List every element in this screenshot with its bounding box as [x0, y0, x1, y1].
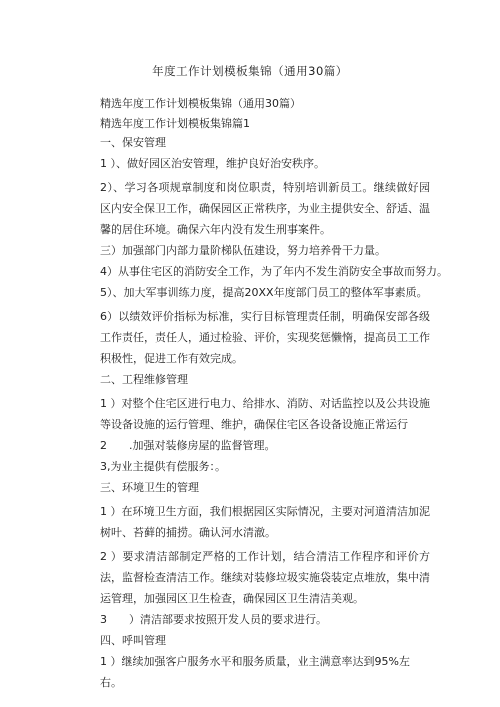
heading-call-management: 四、呼叫管理	[100, 634, 166, 647]
item-number: 3	[100, 613, 107, 626]
paragraph: 三）加强部门内部力量阶梯队伍建设，努力培养骨干力量。	[100, 244, 386, 257]
paragraph: 1 ）继续加强客户服务水平和服务质量，业主满意率达到95%左	[100, 655, 410, 668]
paragraph	[100, 612, 430, 628]
heading-security: 一、保安管理	[100, 136, 166, 149]
paragraph: 6）以绩效评价指标为标准，实行目标管理责任制，明确保安部各级工作责任，责任人，通过检验、评价，实现奖惩懒惰，提高员工工作积极性，促进工作有效完成。	[100, 310, 430, 365]
document-subtitle: 精选年度工作计划模板集锦（通用30篇）	[100, 97, 301, 110]
paragraph: 2）、学习各项规章制度和岗位职责，特别培训新员工。继续做好园区内安全保卫工作，确保园区正常秩序，为业主提供安全、舒适、温馨的居住环境。确保六年内没有发生刑事案件。	[100, 181, 430, 236]
item-text: ）清洁部要求按照开发人员的要求进行。	[129, 613, 327, 626]
paragraph: 3,为业主提供有偿服务：。	[100, 460, 226, 473]
item-text: .加强对装修房屋的监督管理。	[129, 439, 276, 452]
paragraph: 1 ）在环境卫生方面，我们根据园区实际情况，主要对河道清洁加泥树叶、苔藓的捕捞。确认河水清澈。	[100, 505, 430, 539]
item-number: 2	[100, 439, 107, 452]
paragraph: 5）、加大军事训练力度，提高20XX年度部门员工的整体军事素质。	[100, 286, 428, 299]
section-title: 精选年度工作计划模板集锦篇1	[100, 117, 250, 130]
paragraph: 2 ）要求清洁部制定严格的工作计划，结合清洁工作程序和评价方法，监督检查清洁工作。继续对装修垃圾实施袋装定点堆放，集中清运管理，加强园区卫生检查，确保园区卫生清洁美观。	[100, 550, 430, 605]
heading-environment: 三、环境卫生的管理	[100, 481, 199, 494]
paragraph: 4）从事住宅区的消防安全工作，为了年内不发生消防安全事故而努力。	[100, 265, 448, 278]
document-title: 年度工作计划模板集锦（通用30篇）	[152, 64, 348, 78]
paragraph: 右。	[100, 676, 122, 689]
heading-engineering: 二、工程维修管理	[100, 373, 188, 386]
paragraph: 1 ）对整个住宅区进行电力、给排水、消防、对话监控以及公共设施等设备设施的运行管理、维护，确保住宅区各设备设施正常运行	[100, 397, 430, 431]
paragraph: 1 ）、做好园区治安管理，维护良好治安秩序。	[100, 157, 325, 170]
paragraph	[100, 438, 430, 454]
document-body	[100, 96, 448, 691]
